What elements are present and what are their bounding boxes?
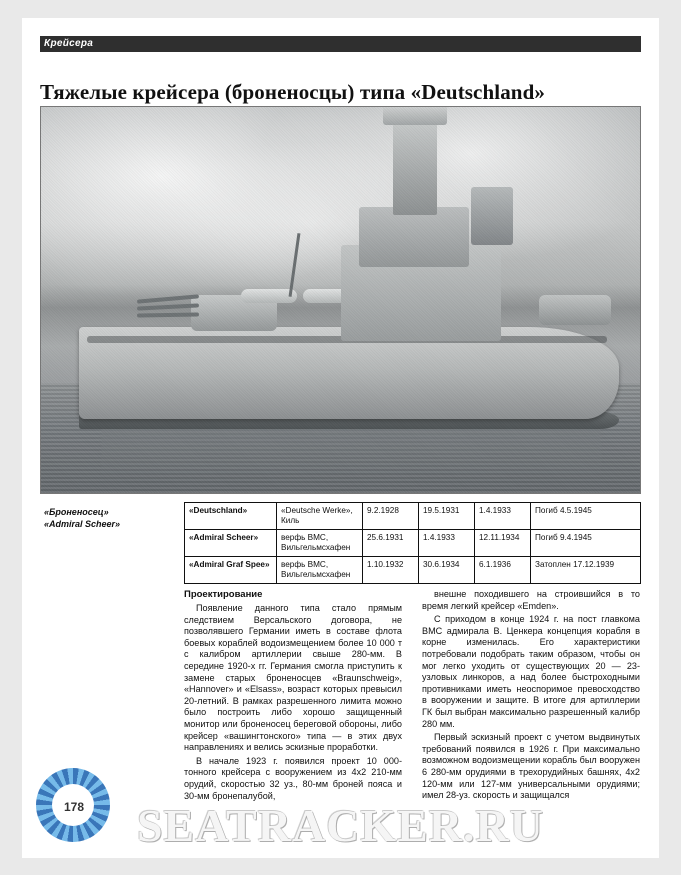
fire-control-top bbox=[383, 106, 447, 125]
section-header-label: Крейсера bbox=[44, 38, 94, 49]
ship-yard: «Deutsche Werke», Киль bbox=[277, 503, 363, 530]
ship-yard: верфь ВМС, Вильгельмсхафен bbox=[277, 530, 363, 557]
ship-launched: 19.5.1931 bbox=[419, 503, 475, 530]
watermark: SEATRACKER.RU bbox=[136, 800, 545, 851]
page-number: 178 bbox=[63, 800, 85, 814]
paragraph: В начале 1923 г. появился проект 10 000-тонного крейсера с вооружением из 4х2 210-мм орудий, скоростью 32 уз., 80-мм броней пояса и 30-мм бронепалубой, bbox=[184, 755, 402, 801]
main-gun-barrel bbox=[137, 303, 199, 310]
tower-mast bbox=[393, 119, 437, 215]
ship-commissioned: 1.4.1933 bbox=[475, 503, 531, 530]
ship-fate: Погиб 4.5.1945 bbox=[531, 503, 641, 530]
ship-photo bbox=[40, 106, 641, 494]
topmast bbox=[413, 106, 417, 107]
page-title: Тяжелые крейсера (броненосцы) типа «Deutschland» bbox=[40, 80, 545, 105]
paragraph: Появление данного типа стало прямым следствием Версальского договора, не позволявшего Германии иметь в составе флота боевых кораблей водоизмещением более 10 000 т с калибром артиллерии свыше 280-мм. В середине 1920-х гг. Германия смогла приступить к замене старых броненосцев «Braunschweig», «Hannover» и «Elsass», возраст которых превысил 20-летний. В рамках разрешенного лимита можно было построить либо хорошо защищенный монитор или броненосец береговой обороны, либо крейсер «вашингтонского» типа — в этих двух направлениях и велись эскизные проработки. bbox=[184, 603, 402, 753]
ship-launched: 1.4.1933 bbox=[419, 530, 475, 557]
ship-commissioned: 12.11.1934 bbox=[475, 530, 531, 557]
ship-name: «Admiral Graf Spee» bbox=[185, 557, 277, 584]
magazine-page bbox=[22, 18, 659, 858]
main-gun-barrel bbox=[137, 312, 199, 317]
paragraph: С приходом в конце 1924 г. на пост главкома ВМС адмирала В. Ценкера концепция корабля в корне изменилась. Его характеристики потребовали подобрать таким образом, чтобы он мог легко уходить от существующих 20 — 23-узловых линкоров, а над более быстроходными противниками иметь неоспоримое превосходство в вооружении и защите. В итоге для артиллерии ГК был выбран максимально разрешенный калибр 280 мм. bbox=[422, 614, 640, 729]
photo-caption-line-1: «Броненосец» bbox=[44, 507, 109, 517]
ship-laid-down: 1.10.1932 bbox=[363, 557, 419, 584]
ship-yard: верфь ВМС, Вильгельмсхафен bbox=[277, 557, 363, 584]
header-band bbox=[40, 36, 641, 52]
bridge-block bbox=[359, 207, 469, 267]
ship-name: «Deutschland» bbox=[185, 503, 277, 530]
ships-table bbox=[184, 502, 641, 584]
ship-commissioned: 6.1.1936 bbox=[475, 557, 531, 584]
paragraph: Первый эскизный проект с учетом выдвинутых требований появился в 1926 г. При максимально возможном водоизмещении корабль был вооружен 6 280-мм орудиями в трехорудийных башнях, 4х2 120-мм или 127-мм универсальными орудиями; имел 28-уз. скорость и защищался bbox=[422, 732, 640, 801]
deck-crane bbox=[289, 233, 301, 297]
funnel bbox=[471, 187, 513, 245]
ship-name: «Admiral Scheer» bbox=[185, 530, 277, 557]
photo-caption bbox=[44, 506, 164, 530]
body-column-right bbox=[422, 589, 640, 802]
body-column-left bbox=[184, 603, 402, 802]
ship-fate: Затоплен 17.12.1939 bbox=[531, 557, 641, 584]
water-reflection bbox=[101, 425, 601, 483]
table-row bbox=[185, 503, 641, 530]
photo-background bbox=[41, 107, 640, 493]
section-title: Проектирование bbox=[184, 589, 263, 600]
paragraph: внешне походившего на строившийся в то время легкий крейсер «Emden». bbox=[422, 589, 640, 611]
ship-laid-down: 25.6.1931 bbox=[363, 530, 419, 557]
ship-laid-down: 9.2.1928 bbox=[363, 503, 419, 530]
table-row bbox=[185, 530, 641, 557]
photo-caption-line-2: «Admiral Scheer» bbox=[44, 519, 121, 529]
after-turret bbox=[539, 295, 611, 325]
table-row bbox=[185, 557, 641, 584]
main-gun-barrel bbox=[137, 294, 199, 303]
ship-launched: 30.6.1934 bbox=[419, 557, 475, 584]
ship-fate: Погиб 9.4.1945 bbox=[531, 530, 641, 557]
